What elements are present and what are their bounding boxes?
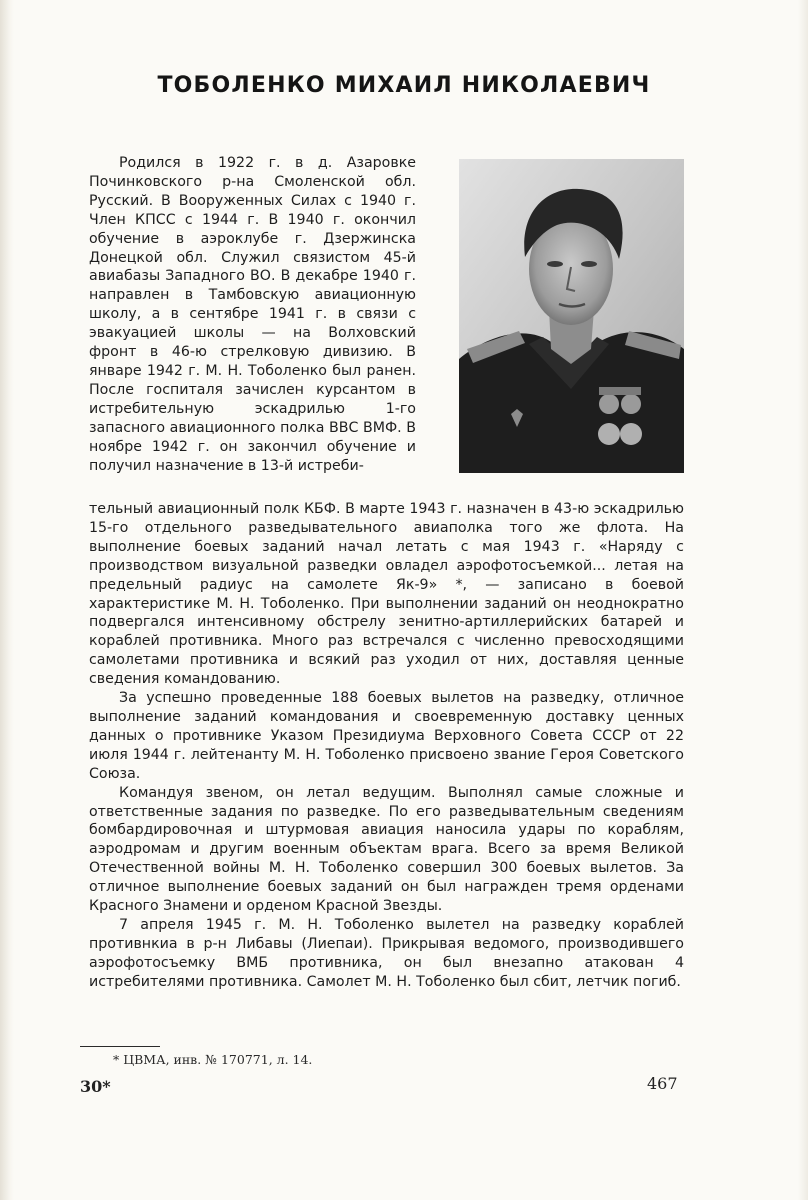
paragraph-1-continued: тельный авиационный полк КБФ. В марте 1943 г. назначен в 43-ю эскадрилью 15-го отдельного разведывательного авиаполка того же флота. На выполнение боевых заданий начал летать с мая 1943 г. «Наряду с производством визуальной разведки овладел аэрофотосъемкой... летая на предельный радиус на самолете Як-9» *, — записано в боевой характеристике М. Н. Тоболенко. При выполнении заданий он неоднократно подвергался интенсивному обстрелу зенитно-артиллерийских батарей и кораблей противника. Много раз встречался с численно превосходящими самолетами противника и всякий раз уходил от них, доставляя ценные сведения командованию. bbox=[89, 501, 684, 688]
page-title: ТОБОЛЕНКО МИХАИЛ НИКОЛАЕВИЧ bbox=[157, 73, 651, 98]
paragraph-2: За успешно проведенные 188 боевых вылетов на разведку, отличное выполнение заданий командования и своевременную доставку ценных данных о противнике Указом Президиума Верховного Совета СССР от 22 июля 1944 г. лейтенанту М. Н. Тоболенко присвоено звание Героя Советского Союза. bbox=[89, 690, 684, 782]
portrait-photo bbox=[459, 159, 684, 473]
page-right-edge bbox=[798, 0, 808, 1200]
page-binding-edge bbox=[0, 0, 14, 1200]
signature-mark: 30* bbox=[80, 1077, 111, 1096]
page-number: 467 bbox=[647, 1074, 678, 1093]
paragraph-1-start: Родился в 1922 г. в д. Азаровке Починковского р-на Смоленской обл. Русский. В Вооруженных Силах с 1940 г. Член КПСС с 1944 г. В 1940 г. окончил обучение в аэроклубе г. Дзержинска Донецкой обл. Служил связистом 45-й авиабазы Западного ВО. В декабре 1940 г. направлен в Тамбовскую авиационную школу, а в сентябре 1941 г. в связи с эвакуацией школы — на Волховский фронт в 46-ю стрелковую дивизию. В январе 1942 г. М. Н. Тоболенко был ранен. После госпиталя зачислен курсантом в истребительную эскадрилью 1-го запасного авиационного полка ВВС ВМФ. В ноябре 1942 г. он закончил обучение и получил назначение в 13-й истреби- bbox=[89, 155, 416, 474]
biography-main-text bbox=[89, 500, 684, 992]
paragraph-3: Командуя звеном, он летал ведущим. Выполнял самые сложные и ответственные задания по разведке. По его разведывательным сведениям бомбардировочная и штурмовая авиация наносила удары по кораблям, аэродромам и другим военным объектам врага. Всего за время Великой Отечественной войны М. Н. Тоболенко совершил 300 боевых вылетов. За отличное выполнение боевых заданий он был награжден тремя орденами Красного Знамени и орденом Красной Звезды. bbox=[89, 784, 684, 915]
portrait-image bbox=[459, 159, 684, 473]
paragraph-4: 7 апреля 1945 г. М. Н. Тоболенко вылетел на разведку кораблей противнкиа в р-н Либавы (Лиепаи). Прикрывая ведомого, производившего аэрофотосъемку ВМБ противника, он был внезапно атакован 4 истребителями противника. Самолет М. Н. Тоболенко был сбит, летчик погиб. bbox=[89, 916, 684, 990]
footnote: * ЦВМА, инв. № 170771, л. 14. bbox=[113, 1052, 313, 1067]
biography-intro-column bbox=[89, 154, 416, 475]
footnote-divider bbox=[80, 1046, 160, 1047]
